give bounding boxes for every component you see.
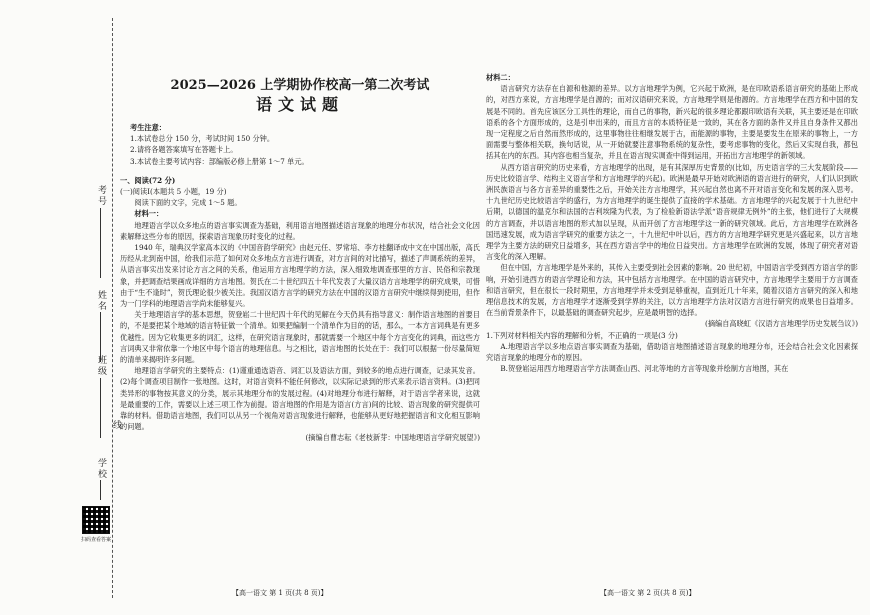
section-heading: 一、阅读(72 分) <box>120 175 176 185</box>
notice-item-3: 3.本试卷主要考试内容：部编版必修上册第 1～7 单元。 <box>130 156 309 166</box>
binding-margin <box>0 0 121 615</box>
material-1-source: (摘编自曹志耘《老枝新芽：中国地理语言学研究展望》) <box>305 433 480 443</box>
material-2-para: 语言研究方法存在自源和他源的差异。以方言地理学为例，它兴起于欧洲，是在印欧语系语言研究的基础上形成的，对西方来说，方言地理学是自源的；而对汉语研究来说，方言地理学则是他源的。方言地理学在西方和中国的发展是不同的。首先应该区分工具性的理论，而自己的事物，新兴起的很多理论都跟印欧语有关联，其主要还是在印欧语系的各个方面形成的，这是引申出来的，而且方言的本质特征是一致的，其在各方面的条件又并且自身条件又都出现一定程度之后自然而然形成的，这里事物往往相继发展于古，而能源的事物，主要是要发生在原来的事物上，一方面需要与整体相关联，换句话说，从一开始就要注意事物系统的复杂性，要考虑事物的变化，然后又实现自我，都包括其在内的东西。其内容也相当复杂，并且在语言现实调查中得到运用，开拓出方言地理学的新领域。 <box>486 84 858 161</box>
material-2-label: 材料二： <box>486 73 515 82</box>
qr-caption: 扫码查看答案 <box>80 537 111 543</box>
exam-no-line <box>100 208 101 278</box>
exam-no-label: 考号 <box>96 185 106 207</box>
material-1-para: 地理语言学研究的主要特点：(1)谨重通选语音、词汇以及语法方面，到较多的地点进行调查，记录其发音。(2)每个调查项目制作一张地图。这时，对语言资料不能任何修改，以实际记录到的形式来表示语言资料。(3)把同类异形的事物按其意义的分类，展示其地理分布的发展过程。(4)对地理分布进行解释，对于语言学者来说，这就是最重要的工作，需要以上述三项工作为前提。语言地图的作用是为语言(方言)间的比较、语言现象的研究提供可靠的材料。借助语言地图，我们可以从另一个视角对语言现象进行解释，也能够从更好地把握语言和文化相互影响的问题。 <box>120 366 480 432</box>
material-1-para: 1940 年，瑞典汉学家高本汉的《中国音韵学研究》由赵元任、罗常培、李方桂翻译成中文在中国出版，高氏历经从北到南中国，给我们示范了如何对众多地点方言进行调查，对方言间的对比描写，描述了声调系统的差异，从语言事实出发来讨论方言之间的关系，他运用方言地理学的方法，深入细致地调查那里的方言、民俗和宗教现象，并把调查结果画成详细的方言地图。贺氏在二十世纪四五十年代发表了大量汉语方言地理学的研究成果，可惜由于“生不逢时”，贺氏理论很少被关注。我国汉语方言学的研究方法在中国的汉语方言研究中继续得到使用，但作为一门学科的地理语言学尚未能够复兴。 <box>120 243 480 309</box>
notice-item-1: 1.本试卷总分 150 分，考试时间 150 分钟。 <box>130 134 275 144</box>
notice-item-2: 2.请将各题答案填写在答题卡上。 <box>130 145 238 155</box>
material-1-para: 地理语言学以众多地点的语言事实调查为基础，利用语言地图描述语言现象的地理分布状况，结合社会文化因素解释这些分布的原因，探索语言现象历时变化的过程。 <box>120 220 480 241</box>
exam-title: 2025—2026 上学期协作校高一第二次考试 <box>170 78 430 93</box>
question-1: 1.下列对材料相关内容的理解和分析，不正确的一项是(3 分) <box>486 330 678 340</box>
material-2-source: (摘编自高晓虹《汉语方言地理学历史发展刍议》) <box>705 319 858 329</box>
cut-line <box>112 18 113 598</box>
option-b: B.贺登崧运用西方地理语言学方法调查山西、河北等地的方言等现象并绘制方言地图，其在 <box>500 364 789 374</box>
right-column <box>486 72 858 374</box>
material-1-label: 材料一： <box>134 209 164 219</box>
sub-heading: (一)阅读Ⅰ(本题共 5 小题，19 分) <box>120 187 227 197</box>
material-1-para: 关于地理语言学的基本思想，贺登崧二十世纪四十年代的见解在今天仍具有指导意义：制作语言地图的首要目的，不是要把某个地域的语言特征做一个清单。如果把编制一个清单作为目的的话，那么，一本方言词典是有更多优越性。因为它收集更多的词汇，这样，在研究语言现象时，那就需要一个地区中每个方言变化的词典，而这些方言词典又非常依靠一个地区中每个语言的地理信息。与之相比，语言地图的长处在于：我们可以根据一份尽量简短的清单来揭明许多问题。 <box>120 310 480 365</box>
page-footer-left: 【高一语文 第 1 页(共 8 页)】 <box>232 589 328 597</box>
qr-code[interactable] <box>82 506 110 534</box>
subject-title: 语文试题 <box>255 95 344 114</box>
name-label: 姓名 <box>96 290 106 312</box>
school-label: 学校 <box>96 458 106 480</box>
class-label: 班级 <box>96 355 106 377</box>
notice-heading: 考生注意： <box>130 123 166 132</box>
material-2-para: 但在中国，方言地理学是外来的，其传入主要受到社会因素的影响。20 世纪初，中国语言学受到西方语言学的影响，开始引进西方的语言学理论和方法，其中包括方言地理学。在中国的语言研究中，方言地理学主要用于方言调查和语言研究，但在很长一段时期里，方言地理学并未受到足够重视，直到近几十年来，随着汉语方言研究的深入和地理信息技术的发展，方言地理学才逐渐受到学界的关注，以方言地理学方法对汉语方言进行研究的成果也日益增多。在当前背景条件下，以最基础的调查研究起步，应是最明智的选择。 <box>486 263 858 318</box>
left-column <box>120 122 480 444</box>
material-2-para: 从西方语言研究的历史来看，方言地理学的出现，是有其深厚历史背景的(比如，历史语言学的三大发展阶段——历史比较语言学、结构主义语言学和方言地理学的兴起)。欧洲是最早开始对欧洲语的语言进行的研究，人们认识到欧洲民族语言与各方言差异的重要性之后，开始关注方言地理学，其兴起自然也离不开对语言变化和发展的深入思考。十九世纪历史比较语言学的盛行，为方言地理学的诞生提供了直接的学术基础。方言地理学的兴起发展于十九世纪中后期，以德国的温克尔和法国的吉利埃隆为代表，为了检验新语法学派“语音规律无例外”的主张，他们进行了大规模的方言调查，并以语言地图的形式加以呈现，从而开创了方言地理学这一新的研究领域。此后，方言地理学在欧洲各国迅速发展，成为语言学研究的重要方法之一，十九世纪中叶以后，西方的方言地理学研究更是兴盛起来，以方言地理学为主要方法的研究日益增多，其在西方语言学中的地位日益突出。方言地理学在欧洲的发展，体现了研究者对语言变化的深入理解。 <box>486 162 858 262</box>
school-line <box>100 480 101 500</box>
seal-label: 线 <box>111 420 121 431</box>
class-line <box>100 378 101 438</box>
instruction: 阅读下面的文字，完成 1～5 题。 <box>134 198 242 208</box>
page-footer-right: 【高一语文 第 2 页(共 8 页)】 <box>600 589 696 597</box>
option-a: A.地理语言学以多地点语言事实调查为基础，借助语言地图描述语言现象的地理分布，还会结合社会文化因素探究语言现象的地理分布的原因。 <box>486 341 858 363</box>
